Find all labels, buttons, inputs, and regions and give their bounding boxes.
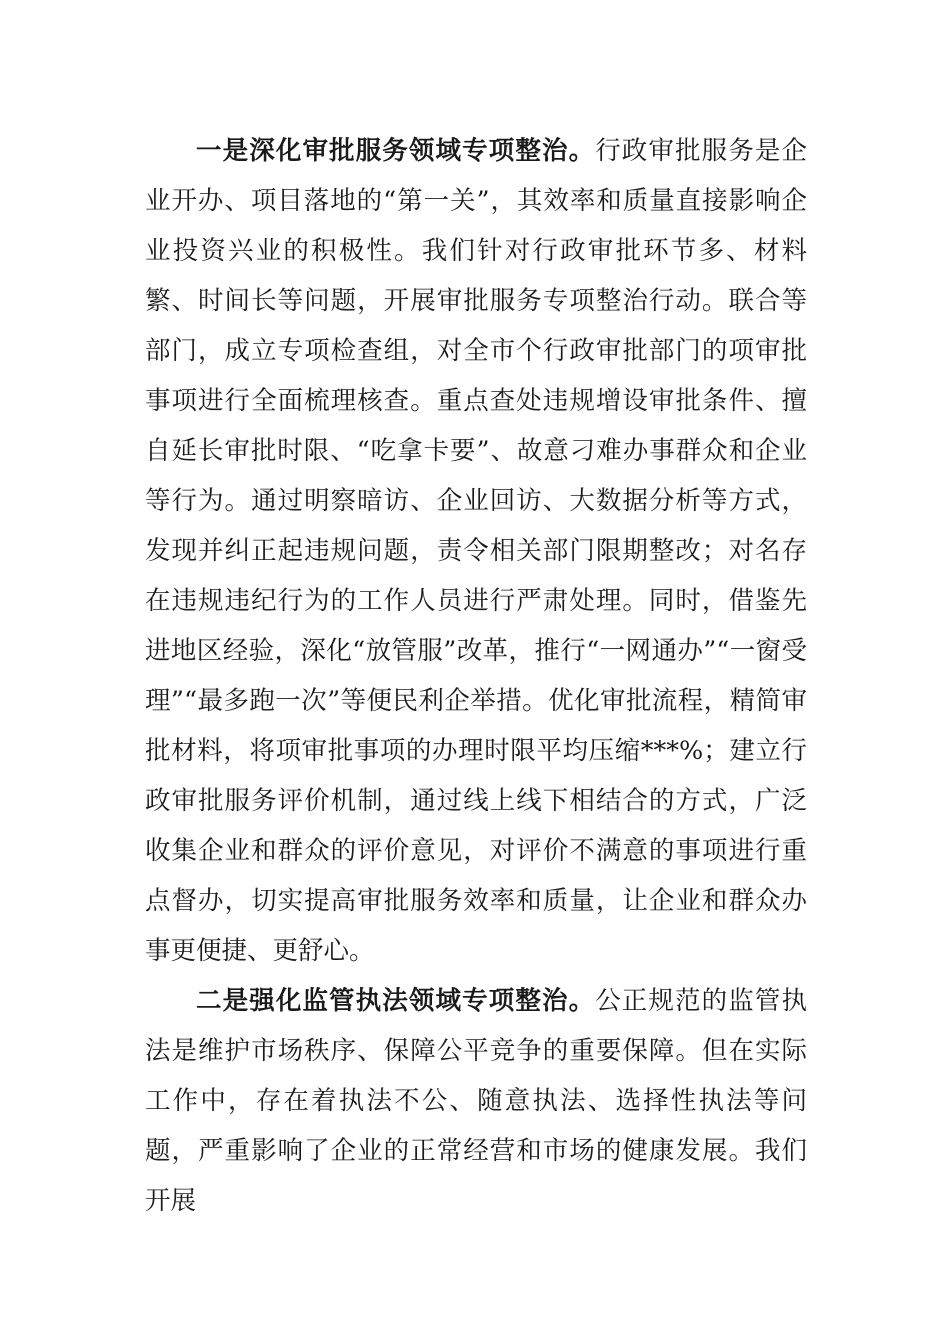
- paragraph-lead-heading: 一是深化审批服务领域专项整治。: [196, 136, 596, 166]
- paragraph-body-text: 公正规范的监管执法是维护市场秩序、保障公平竞争的重要保障。但在实际工作中，存在着执法不公、随意执法、选择性执法等问题，严重影响了企业的正常经营和市场的健康发展。我们开展: [145, 986, 807, 1216]
- paragraph-approval-services: [145, 126, 807, 976]
- paragraph-body-text: 行政审批服务是企业开办、项目落地的“第一关”，其效率和质量直接影响企业投资兴业的积极性。我们针对行政审批环节多、材料繁、时间长等问题，开展审批服务专项整治行动。联合等部门，成立专项检查组，对全市个行政审批部门的项审批事项进行全面梳理核查。重点查处违规增设审批条件、擅自延长审批时限、“吃拿卡要”、故意刁难办事群众和企业等行为。通过明察暗访、企业回访、大数据分析等方式，发现并纠正起违规问题，责令相关部门限期整改；对名存在违规违纪行为的工作人员进行严肃处理。同时，借鉴先进地区经验，深化“放管服”改革，推行“一网通办”“一窗受理”“最多跑一次”等便民利企举措。优化审批流程，精简审批材料，将项审批事项的办理时限平均压缩***%；建立行政审批服务评价机制，通过线上线下相结合的方式，广泛收集企业和群众的评价意见，对评价不满意的事项进行重点督办，切实提高审批服务效率和质量，让企业和群众办事更便捷、更舒心。: [145, 136, 807, 966]
- document-page: [145, 126, 807, 1226]
- paragraph-lead-heading: 二是强化监管执法领域专项整治。: [196, 986, 596, 1016]
- paragraph-supervision-enforcement: [145, 976, 807, 1226]
